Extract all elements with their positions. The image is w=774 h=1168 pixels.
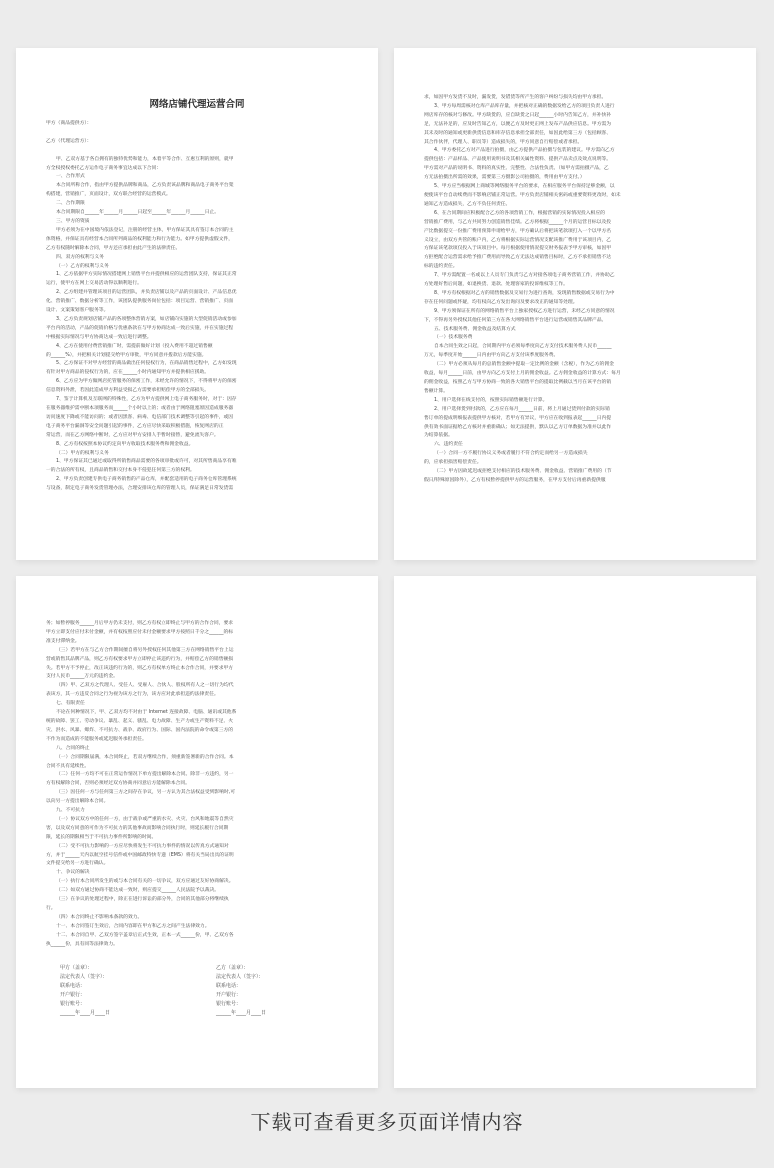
text-line: （一）执行本合同所发生的或与本合同有关的一切争议，双方应通过友好协商解决。 bbox=[56, 879, 234, 885]
text-line: 足，无法补足的，应及时告知乙方，以便乙方及时更正网上发布产品供应信息。甲方需为 bbox=[424, 121, 612, 127]
text-line: 二、合作期限 bbox=[56, 201, 85, 207]
text-line: 信息资料外泄，若因此造成甲方利益受损乙方需要承担赔偿甲方的全部损失。 bbox=[46, 388, 210, 394]
text-line: 8、乙方有权按照本协议约定向甲方收取技术服务费和佣金收益。 bbox=[56, 441, 194, 447]
text-line: （三）若甲方在与乙方合作期间擅自将另外授权任何其他第三方在网络销售平台上运 bbox=[56, 647, 234, 653]
text-line: 5、乙方保证不对甲方经营的商品做出任何侵权行为，在商品销售过程中，乙方如发现 bbox=[56, 361, 237, 367]
text-line: 体资格，并保证具有经营本合同所列商品的权利能力和行为能力。如甲方提供虚假文件， bbox=[46, 236, 234, 242]
party-b-field: 开户银行： bbox=[216, 992, 242, 998]
party-a-field: 联系电话： bbox=[60, 983, 86, 989]
text-line: 运行，使甲方在网上交易活动得以顺利进行。 bbox=[46, 281, 142, 287]
text-line: 电子商务平台漏洞等安全问题引起的事件，乙方应尽快采取积极措施，恢复网店的正 bbox=[46, 423, 224, 429]
text-line: 自本合同生效之日起，合同期内甲方必须每季度向乙方支付技术服务费人民币______ bbox=[434, 344, 612, 350]
text-line: 2、乙方组建并管理该项目的运营团队，并负责店铺以及产品的页面设计、产品信息优 bbox=[56, 290, 237, 296]
text-line: 提供包括：产品样品、产品使用说明书及其相关属性资料、提供产品卖点及效点说明等。 bbox=[424, 157, 612, 163]
text-line: （一）合同期限届满，本合同终止，若双方继续合作，须重新签署新的合作合同。本 bbox=[56, 754, 234, 760]
text-line: 五、技术服务费、佣金收益及结算方式 bbox=[434, 326, 516, 332]
text-line: 方保证该笔款项仅投入于该项目中。每月根据使用情况提交财务报表予甲方审核，如因甲 bbox=[424, 246, 612, 252]
document-page-2 bbox=[394, 48, 756, 560]
text-line: （四）甲、乙双方之代理人、受任人、受雇人、合伙人、股权所有人之一切行为均代 bbox=[56, 683, 234, 689]
text-line: （二）甲方必须从每月的总销售金额中提取一定比例的金额（含税），作为乙方的佣金 bbox=[434, 362, 614, 368]
text-line: （二）如双方通过协商不能达成一致时，则应提交______人民法院予以裁决。 bbox=[56, 888, 220, 894]
text-line: （一）技术服务费 bbox=[434, 335, 473, 341]
text-line: 四、双方的权利与义务 bbox=[56, 254, 104, 260]
text-line: 售额计算。 bbox=[424, 388, 448, 394]
text-line: 网店库存的核对与修改。甲方缺货的，应自缺货之日起______小时内告知乙方，并补快补 bbox=[424, 112, 612, 118]
text-line: 标的违约责任。 bbox=[424, 264, 458, 270]
document-page-4-blank bbox=[394, 576, 756, 1088]
text-line: 行。 bbox=[46, 906, 56, 911]
page-2-body bbox=[424, 94, 726, 486]
party-a-field: 甲方（盖章）： bbox=[60, 965, 93, 971]
text-line: 限，延长的期限相当于不可抗力事件所影响的时间。 bbox=[46, 834, 157, 840]
text-line: 4、甲方委托乙方对产品进行拍摄，由乙方提供产品拍摄与包装的建议。甲方需向乙方 bbox=[434, 148, 615, 154]
text-line: 平台内的活动，产品的促销价格与优惠条款在与甲方协商达成一致后实施，并在实施过程 bbox=[46, 325, 234, 331]
text-line: 六、违约责任 bbox=[434, 442, 463, 448]
text-line: 产比数据提交一份推广费用预算申请给甲方，甲方确认后将把该笔款项打入一个以甲方名 bbox=[424, 228, 612, 234]
page-1-body bbox=[46, 120, 348, 494]
text-line: 设计、文案策划客户服务等。 bbox=[46, 308, 109, 314]
text-line: 义设立，由双方共管的账户内，乙方将根据实际运营情况支配该推广费用于该项目内，乙 bbox=[424, 237, 612, 243]
text-line bbox=[46, 147, 348, 156]
text-line: 7、鉴于计算机及互联网的特殊性，乙方为甲方提供网上电子商务服务时，对于：因存 bbox=[56, 397, 237, 403]
text-line: （二）受不可抗力影响的一方应尽快将发生不可抗力事件的情况以传真方式通知对 bbox=[56, 843, 229, 849]
text-line: 合同不具有延续性。 bbox=[46, 763, 90, 769]
text-line: 七、有限责任 bbox=[56, 701, 85, 707]
text-line: 6、乙方应为甲方做网店托管服务的保密工作，未经允许的情况下，不得将甲方的保密 bbox=[56, 379, 237, 385]
text-line: （三）在争议的处理过程中，除正在进行诉讼的部分外，合同的其他部分将继续执 bbox=[56, 897, 229, 903]
text-line: 支付人民币______万元的违约金。 bbox=[46, 674, 118, 680]
text-line: 九、不可抗力 bbox=[56, 808, 85, 814]
text-line: 假日/特殊原因除外），乙方有权暂停提供甲方的运营服务，在甲方支付后再重新提供服 bbox=[424, 477, 606, 483]
text-line: 营销推广费用，与乙方共同努力创造销售佳绩。乙方将根据______个月的运营目标以及投 bbox=[424, 219, 612, 225]
text-line: 一的合法的所有权，且商品销售和交付本身不侵犯任何第三方的权利。 bbox=[46, 468, 195, 474]
contract-title: 网络店铺代理运营合同 bbox=[149, 99, 245, 110]
text-line: 5、甲方应当根据网上商城等网络服务平台的要求，在相应服务平台保持足够金额，以 bbox=[434, 184, 615, 190]
text-line: 乙方有权随时解除本合同，甲方还应承担由此产生的法律责任。 bbox=[46, 245, 181, 251]
document-page-3 bbox=[16, 576, 378, 1088]
text-line: （二）甲方因故延迟或拒绝支付相应的技术服务费、佣金收益、营销推广费用的（节 bbox=[434, 469, 612, 475]
text-line: 十、争议的解决 bbox=[56, 870, 90, 876]
text-line: 务；如暂停服务______月后甲方仍未支付，则乙方有权立即终止与甲方的合作合同，要求 bbox=[46, 621, 234, 626]
text-line: 的佣金收益，按照乙方与甲方协商一致的各大销售平台的提取比例截以当月在该平台的销 bbox=[424, 380, 612, 385]
text-line: （三）因任何一方与任何第三方之间存在争议，另一方认为其合法权益受到影响时,可 bbox=[56, 790, 236, 796]
text-line: 3、甲方每周需核对仓库产品库存量，并把核对正确的数据发给乙方的项目负责人进行 bbox=[434, 103, 615, 109]
text-line: 为结算依据。 bbox=[424, 433, 453, 439]
text-line: 中根据实际情况与甲方协商达成一致后进行调整。 bbox=[46, 334, 152, 340]
page-3-body bbox=[46, 620, 348, 950]
text-line: 有针对甲方商品的侵权行为的，应在______小时内通知甲方并提供相应援助。 bbox=[46, 370, 210, 376]
text-line: 本合同期限自______年______月______日起至______年______月______日止。 bbox=[56, 210, 220, 216]
text-line bbox=[46, 129, 348, 138]
text-line: 表该方，其一方违反合同之行为视为该方之行为，该方应对此承担违约法律责任。 bbox=[46, 692, 219, 698]
text-line: （二）任何一方均不可在正常运作情况下单方提出解除本合同。除非一方违约，另一 bbox=[56, 772, 234, 778]
text-line: 3、乙方负责规划店铺产品的各项整体营销方案，如店铺向实施的大型促销活动或参加 bbox=[56, 316, 237, 322]
party-b-field: 联系电话： bbox=[216, 983, 242, 989]
text-line: 营或销售其品牌产品，则乙方有权要求甲方立即停止该违约行为，并赔偿乙方的销售额损 bbox=[46, 656, 234, 662]
text-line: 的______%），并把相关计划提交给甲方审批，甲方同意并拨款后方能实施。 bbox=[46, 352, 207, 358]
text-line: 存在任何问题或怀疑，均有权向乙方发出询问及要求改正的通知等处理。 bbox=[424, 299, 578, 305]
text-line: 万元，每季度开始______日内由甲方向乙方支付该季度服务费。 bbox=[424, 353, 559, 359]
text-line: （四）本合同终止不影响本条款的效力。 bbox=[56, 914, 143, 920]
text-line: 通知乙方造成损失，乙方不负任何责任。 bbox=[424, 201, 511, 207]
text-line: 2、用户选择货到付款的，乙方应在每月______日前，将上月通过货到付款的实际销 bbox=[434, 406, 610, 412]
text-line: 灾、洪水、风暴、爆炸、不可抗力、战争、政府行为、国际、国内法院的命令或第三方的 bbox=[46, 727, 234, 733]
text-line: 构搭建，营销推广，页面设计，双方联合经营的运营模式。 bbox=[46, 192, 171, 198]
text-line: 十二、本合同自甲、乙双方签字盖章后正式生效，正本一式______份，甲、乙双方各 bbox=[56, 932, 234, 938]
text-line: 2、甲方负责创建专供电子商务销售的产品仓库，并配套适用的电子商务仓库管理系统 bbox=[56, 477, 237, 483]
party-a-signature bbox=[60, 964, 180, 1018]
text-line: 甲方（商品提供方）： bbox=[46, 121, 92, 126]
party-b-field: 乙方（盖章）： bbox=[216, 965, 249, 971]
text-line: 三、甲方的资质 bbox=[56, 218, 90, 224]
text-line: 与设备，制定电子商务发货管理办法，合理安排该仓库的管理人员，保证满足日常发货需 bbox=[46, 486, 234, 492]
text-line: 准支付滞纳金。 bbox=[46, 638, 80, 644]
text-line: 失。若甲方不予停止，改正该违约行为的，则乙方有权单方终止本合作合同，并要求甲方 bbox=[46, 665, 234, 671]
text-line: 其合作伙伴，代理人、职员等）造成损失的，甲方同意自行赔偿或者承担。 bbox=[424, 139, 583, 145]
text-line: 化、营销推广、数据分析等工作，该团队提供服务岗位包括：项目运营、营销推广、页面 bbox=[46, 299, 234, 305]
text-line: 在服务器维护需中断本项服务而______个小时以上的；或者由于网络阻塞原因造成服务器 bbox=[46, 406, 234, 411]
party-a-field: 法定代表人（签字）： bbox=[60, 974, 108, 980]
text-line: 方处理好售后问题，如退换货、退款、处理客家的投诉维权等工作。 bbox=[424, 282, 568, 288]
text-line: 便使该平台自动续费而不影响店铺正常运营。甲方负责店铺相关密码或重要资料更改时，如未 bbox=[424, 192, 621, 198]
text-line: 其未及时的通知或更新供货信息和库存信息承担全部责任，如因此给第三方（包括顾客、 bbox=[424, 130, 612, 136]
text-line: 9、甲方须保证在所有的网络销售平台上独家授权乙方进行运营，未经乙方同意的情况 bbox=[434, 308, 615, 314]
text-line: 一、合作形式 bbox=[56, 174, 85, 180]
text-line: 本合同所称合作，指由甲方提供品牌和商品，乙方负责该品牌和商品电子商务平台架 bbox=[56, 183, 234, 189]
text-line: 8、甲方有权根据对乙方的销售数据及交易行为进行查询，发现销售数据或交易行为中 bbox=[434, 290, 615, 296]
text-line: 售订单的提成明细报表提供甲方核对，若甲方有异议，甲方应在收到报表起______日内提 bbox=[424, 415, 612, 421]
text-line: 1、甲方保证其已通过或取得所销售商品需要的各项审批或许可，对其所售商品享有唯 bbox=[56, 459, 237, 465]
text-line: 害，以及双方同意的可作为不可抗力的其他事故而影响合同执行时，则延长履行合同期 bbox=[46, 825, 229, 831]
text-line: 6、在合同期间应积极配合乙方的各项营销工作，根据营销的实际情况投入相应的 bbox=[434, 210, 605, 216]
text-line: 的，应承担损害赔偿责任。 bbox=[424, 460, 482, 466]
text-line: 方有权解除合同，否则必须经过双方协商并同意后方能解除本合同。 bbox=[46, 781, 190, 787]
party-b-field: 法定代表人（签字）： bbox=[216, 974, 264, 980]
text-line: 以向另一方提出解除本合同。 bbox=[46, 799, 109, 805]
text-line: 7、甲方需配置一名或以上人员专门负责与乙方对接各项电子商务营销工作，并协助乙 bbox=[434, 273, 615, 279]
document-page-1 bbox=[16, 48, 378, 560]
text-line: 1、乙方依据甲方实际情况搭建网上销售平台并提供相应的运营团队支持，保证其正常 bbox=[56, 272, 237, 278]
text-line: 统的故障、罢工、劳动争议、暴乱、起义、骚乱、电力故障、生产力或生产资料不足、火 bbox=[46, 718, 234, 724]
text-line: 下，不得再另外授权其他任何第三方在各大网络销售平台进行运营或销售其品牌产品。 bbox=[424, 317, 607, 323]
party-b-signature bbox=[216, 964, 336, 1018]
text-line: 访问速度下降或不能访问的；或者因黑客、病毒、电信部门技术调整等引起的事件，或因 bbox=[46, 414, 234, 420]
party-a-field: 银行账号： bbox=[60, 1001, 86, 1007]
text-line: （一）协议双方中的任何一方，由于战争或严重的水灾、火灾、台风和地震等自然灾 bbox=[56, 816, 234, 822]
text-line: （一）合同一方不履行协议义务或者履行不符合约定而给另一方造成损失 bbox=[434, 451, 588, 457]
text-line: 常运营，而在乙方网络中断时，乙方应对甲方安排人手暂时接替，避免流失客户。 bbox=[46, 432, 219, 438]
text-line: 甲、乙双方基于各自拥有的独特优势和能力，本着平等合作、互惠互利的原则，就甲 bbox=[56, 156, 234, 162]
text-line: 方拒绝配合运营需求给予推广费用而导致乙方无法达成销售目标时，乙方不承担销售不达 bbox=[424, 255, 612, 261]
party-a-field: 开户银行： bbox=[60, 992, 86, 998]
text-line: （一）乙方的权利与义务 bbox=[56, 263, 109, 269]
text-line: 供有效书面证据给乙方核对并重新确认；如无法提供，默认以乙方订单数据为准并以此作 bbox=[424, 424, 612, 430]
text-line: 甲方必须为在中国境内依法登记，注册的经营主体，甲方保证其具有签订本合同的主 bbox=[56, 227, 234, 233]
text-line: 甲方立即支付应付未付金额，并有权按照应付未付金额要求甲方按照日千分之______的标 bbox=[46, 629, 234, 635]
text-line: 求，如因甲方发货不及时，漏发货，发错货等所产生的客户纠纷与损失均由甲方承担。 bbox=[424, 95, 607, 100]
text-line: 甲方需对产品的说明书、资料的真实性、完整性、合法性负责。（如甲方需拍摄产品，乙 bbox=[424, 166, 609, 172]
text-line: 不作为而造成的不能服务或延迟服务承担责任。 bbox=[46, 736, 147, 742]
text-line: 4、乙方在使用付费营销推广时，需提前做好计划（投入费用不超过销售额 bbox=[56, 343, 213, 349]
party-b-field: ______年____月____日 bbox=[216, 1010, 267, 1016]
text-line: 十一、本合同签订生效后，合同内容即在甲方和乙方之间产生法律效力。 bbox=[56, 923, 210, 929]
text-line: 不论在何种情况下，甲、乙双方均不对由于 Internet 连接故障、电脑、通讯或其他系 bbox=[56, 710, 237, 716]
text-line: 文件提交给另一方进行确认。 bbox=[46, 861, 109, 867]
text-line: 方，并于______天内以航空挂号信件或中国邮政特快专递（EMS）将有关当局出具的证明 bbox=[46, 852, 234, 858]
text-line: 执______份，具有同等法律效力。 bbox=[46, 941, 118, 947]
download-more-caption: 下载可查看更多页面详情内容 bbox=[250, 1110, 524, 1134]
text-line: 八、合同的终止 bbox=[56, 745, 90, 751]
text-line: 方无法拍摄出所需的效果，需要第三方摄影公司拍摄的，费用由甲方支付。） bbox=[424, 175, 585, 181]
text-line: 方全权授权委托乙方运作电子商务事宜达成以下合同： bbox=[46, 165, 162, 171]
text-line: （二）甲方的权利与义务 bbox=[56, 450, 109, 456]
text-line: 收益，每月______日前，由甲方向乙方支付上月的佣金收益。乙方佣金收益的计算方式：每月 bbox=[424, 371, 621, 377]
party-a-field: ______年____月____日 bbox=[60, 1010, 111, 1016]
text-line: 1、用户选择在线支付的，按照实际销售额进行计算。 bbox=[434, 397, 548, 403]
party-b-field: 银行账号： bbox=[216, 1001, 242, 1007]
text-line: 乙方（代理运营方）： bbox=[46, 138, 92, 144]
